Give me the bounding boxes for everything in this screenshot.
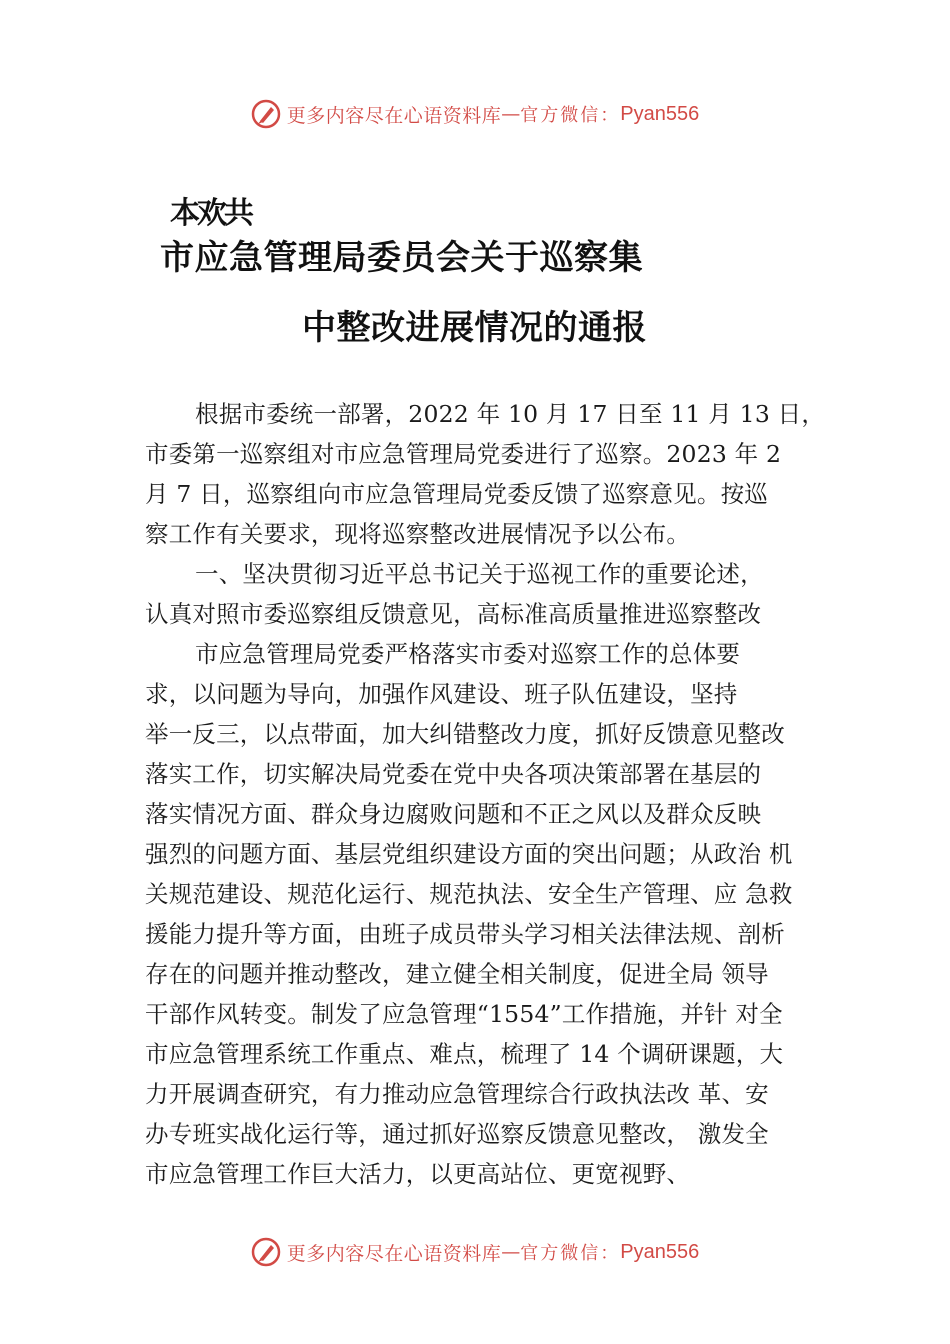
body-line: 办专班实战化运行等，通过抓好巡察反馈意见整改， 激发全: [145, 1120, 769, 1148]
brush-logo-icon: [251, 99, 281, 129]
body-line: 力开展调查研究，有力推动应急管理综合行政执法改 革、安: [145, 1080, 769, 1108]
watermark-text: 更多内容尽在心语资料库: [286, 104, 502, 127]
body-line: 求，以问题为导向，加强作风建设、班子队伍建设，坚持: [145, 680, 738, 708]
body-line: 根据市委统一部署，2022 年 10 月 17 日至 11 月 13 日，: [195, 400, 826, 428]
document-title-line-1: 市应急管理局委员会关于巡察集: [160, 238, 643, 278]
body-line: 察工作有关要求，现将巡察整改进展情况予以公布。: [145, 520, 691, 548]
body-line: 干部作风转变。制发了应急管理“1554”工作措施，并针 对全: [145, 1000, 783, 1028]
header-garbled-text: 本欢共: [170, 196, 251, 231]
body-line: 强烈的问题方面、基层党组织建设方面的突出问题；从政治 机: [145, 840, 793, 868]
watermark-separator: —: [501, 1241, 521, 1263]
watermark-wechat-id: Pyan556: [620, 102, 700, 125]
section-heading-line: 一、坚决贯彻习近平总书记关于巡视工作的重要论述，: [195, 560, 764, 588]
body-line: 市应急管理工作巨大活力，以更高站位、更宽视野、: [145, 1160, 691, 1188]
body-line: 市应急管理局党委严格落实市委对巡察工作的总体要: [195, 640, 741, 668]
body-line: 存在的问题并推动整改，建立健全相关制度，促进全局 领导: [145, 960, 769, 988]
watermark-label: 官方微信：: [520, 1243, 621, 1264]
watermark-bottom: [0, 1232, 950, 1272]
body-line: 落实工作，切实解决局党委在党中央各项决策部署在基层的: [145, 760, 762, 788]
watermark-wechat-id: Pyan556: [620, 1240, 700, 1263]
body-line: 关规范建设、规范化运行、规范执法、安全生产管理、应 急救: [145, 880, 793, 908]
body-line: 市应急管理系统工作重点、难点，梳理了 14 个调研课题，大: [145, 1040, 784, 1068]
body-line: 落实情况方面、群众身边腐败问题和不正之风以及群众反映: [145, 800, 762, 828]
document-body: [145, 394, 845, 1194]
watermark-separator: —: [501, 103, 521, 125]
watermark-top: [0, 94, 950, 134]
section-heading-line: 认真对照市委巡察组反馈意见，高标准高质量推进巡察整改: [145, 600, 762, 628]
body-line: 月 7 日，巡察组向市应急管理局党委反馈了巡察意见。按巡: [145, 480, 768, 508]
watermark-label: 官方微信：: [520, 105, 621, 126]
body-line: 市委第一巡察组对市应急管理局党委进行了巡察。2023 年 2: [145, 440, 782, 468]
body-line: 举一反三，以点带面，加大纠错整改力度，抓好反馈意见整改: [145, 720, 785, 748]
document-title-line-2: 中整改进展情况的通报: [302, 308, 647, 348]
brush-logo-icon: [251, 1237, 281, 1267]
watermark-text: 更多内容尽在心语资料库: [286, 1242, 502, 1265]
body-line: 援能力提升等方面，由班子成员带头学习相关法律法规、剖析: [145, 920, 785, 948]
